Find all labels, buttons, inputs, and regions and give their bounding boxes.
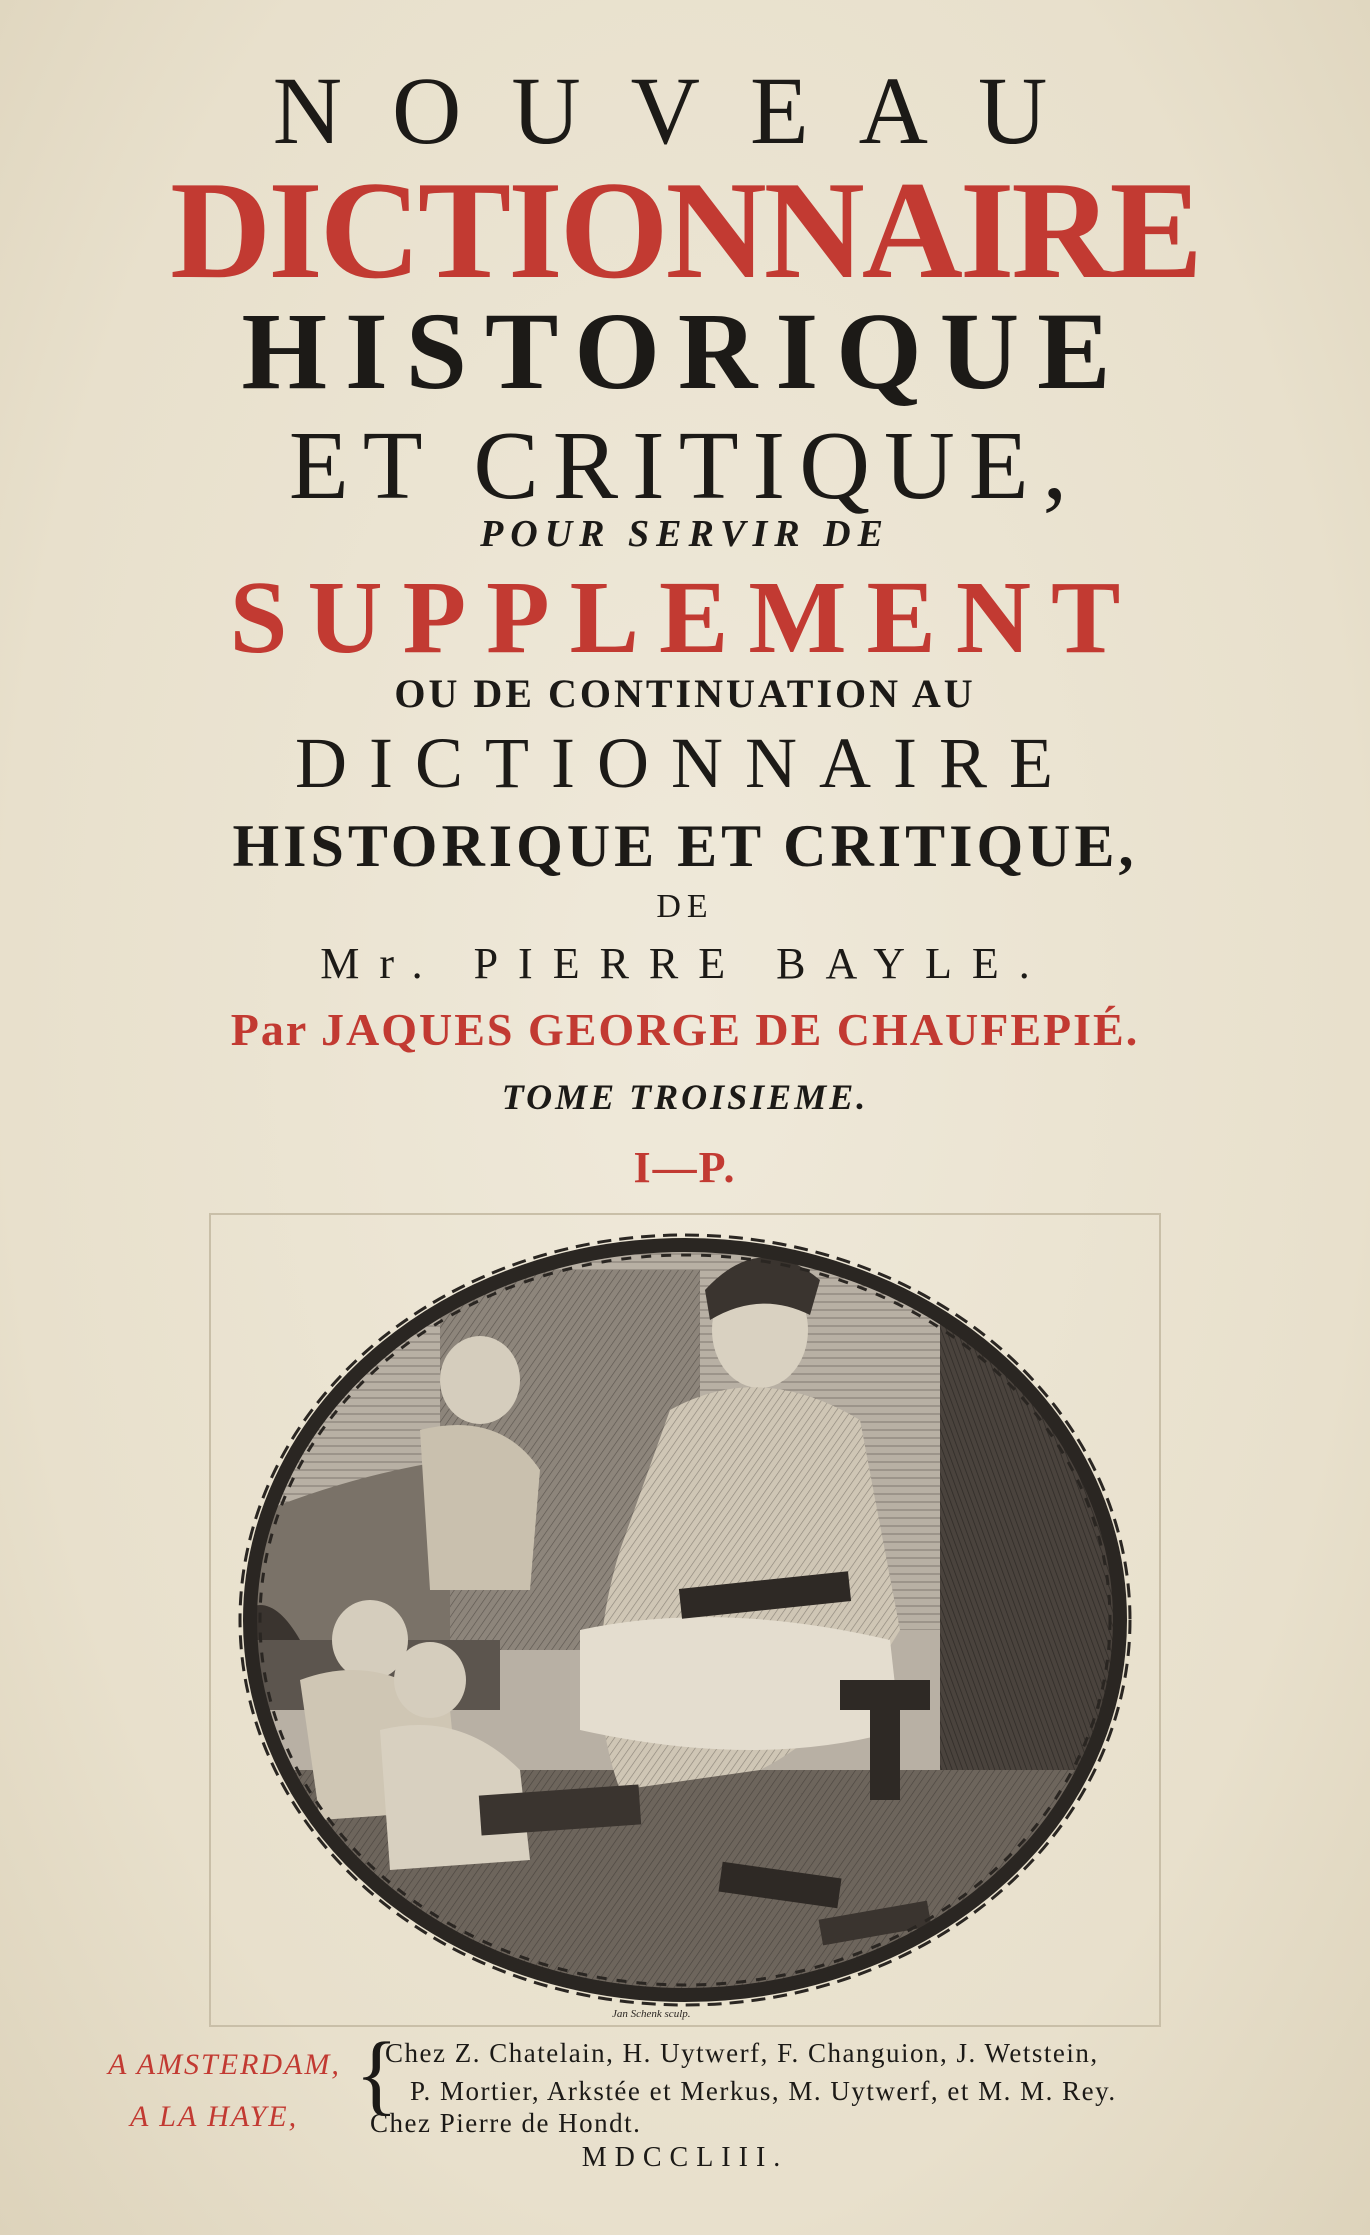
- imprint-city-la-haye: A LA HAYE,: [130, 2100, 299, 2133]
- title-dictionnaire: DICTIONNAIRE: [170, 153, 1200, 308]
- title-tome: TOME TROISIEME.: [501, 1077, 869, 1117]
- title-supplement: SUPPLEMENT: [229, 560, 1141, 675]
- title-pour-servir-de: POUR SERVIR DE: [480, 513, 890, 555]
- title-dictionnaire-2: DICTIONNAIRE: [295, 723, 1075, 803]
- title-historique: HISTORIQUE: [241, 290, 1129, 412]
- engraving-vignette: [200, 1210, 1170, 2040]
- title-ou-de-continuation: OU DE CONTINUATION AU: [394, 671, 976, 716]
- title-nouveau: NOUVEAU: [272, 57, 1098, 164]
- imprint-year: MDCCLIII.: [581, 2142, 789, 2173]
- title-et-critique: ET CRITIQUE,: [288, 412, 1082, 520]
- imprint-publishers-3: Chez Pierre de Hondt.: [370, 2108, 642, 2138]
- title-letters: I—P.: [633, 1143, 737, 1192]
- title-de: DE: [656, 888, 714, 925]
- engraver-signature: Jan Schenk sculp.: [612, 2008, 691, 2020]
- title-author: Par JAQUES GEORGE DE CHAUFEPIÉ.: [230, 1004, 1140, 1055]
- imprint-publishers-1: Chez Z. Chatelain, H. Uytwerf, F. Changuion, J. Wetstein,: [385, 2038, 1099, 2068]
- imprint-city-amsterdam: A AMSTERDAM,: [108, 2048, 341, 2081]
- brace-icon: {: [355, 2025, 399, 2124]
- title-historique-et-critique: HISTORIQUE ET CRITIQUE,: [232, 813, 1138, 879]
- vignette-scene: [200, 1210, 1170, 2040]
- imprint-publishers-2: P. Mortier, Arkstée et Merkus, M. Uytwerf, et M. M. Rey.: [410, 2076, 1117, 2106]
- title-pierre-bayle: Mr. PIERRE BAYLE.: [320, 939, 1050, 988]
